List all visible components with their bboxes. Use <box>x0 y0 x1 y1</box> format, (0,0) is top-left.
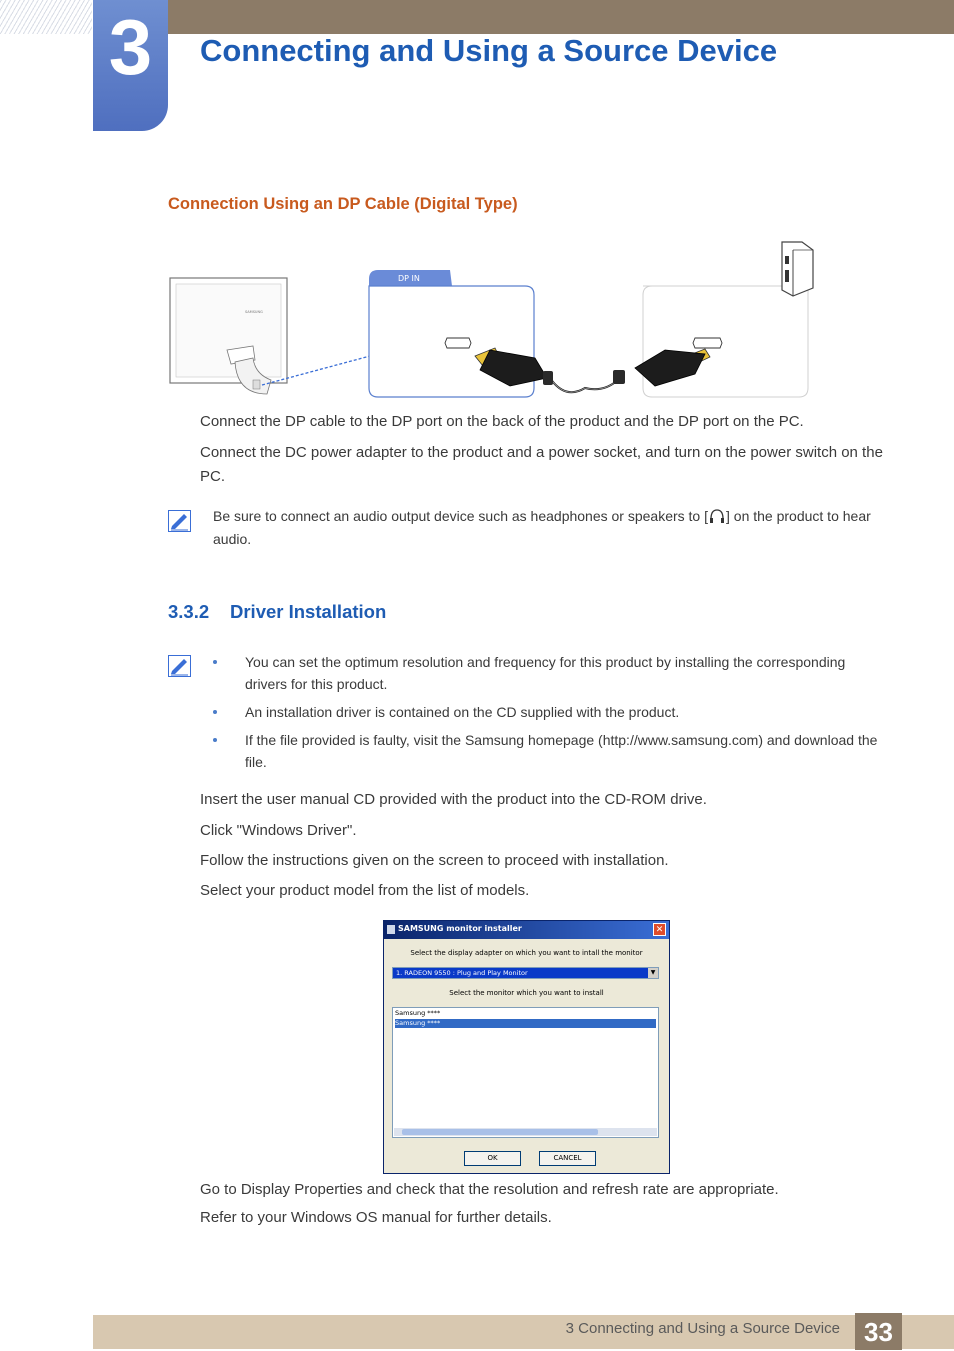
pc-tower-icon <box>782 242 813 296</box>
horizontal-scrollbar[interactable] <box>394 1128 657 1136</box>
driver-step-3: Follow the instructions given on the screen to proceed with installation. <box>200 852 669 869</box>
chapter-title: Connecting and Using a Source Device <box>200 33 778 68</box>
installer-dialog <box>383 920 670 1174</box>
dialog-title: SAMSUNG monitor installer <box>398 924 522 933</box>
chapter-number: 3 <box>108 3 153 91</box>
after-step-2: Refer to your Windows OS manual for further details. <box>200 1209 552 1226</box>
scrollbar-thumb[interactable] <box>402 1129 598 1135</box>
dp-port-icon <box>445 338 471 348</box>
dp-in-label: DP IN <box>398 274 420 283</box>
dialog-title-bar <box>384 921 669 939</box>
driver-step-4: Select your product model from the list of models. <box>200 882 530 899</box>
list-item[interactable]: Samsung **** <box>395 1009 441 1017</box>
bullet-dot <box>213 710 217 714</box>
audio-note <box>213 505 893 551</box>
list-item[interactable]: Samsung **** <box>395 1019 656 1028</box>
close-icon[interactable]: ✕ <box>653 923 666 936</box>
header-hatch <box>0 0 92 34</box>
monitor-brand: SAMSUNG <box>245 310 263 314</box>
bullet-text: You can set the optimum resolution and frequency for this product by installing the corresponding drivers for this product. <box>245 654 846 692</box>
bullet-text: If the file provided is faulty, visit the Samsung homepage (http://www.samsung.com) and download the file. <box>245 732 878 770</box>
chapter-badge <box>93 0 168 131</box>
chevron-down-icon[interactable]: ▼ <box>648 968 658 978</box>
section-title-text: Driver Installation <box>230 601 387 622</box>
audio-note-text-start: Be sure to connect an audio output device such as headphones or speakers to [ <box>213 508 708 524</box>
after-step-1: Go to Display Properties and check that the resolution and refresh rate are appropriate. <box>200 1181 779 1198</box>
bullet-dot <box>213 738 217 742</box>
ok-button[interactable]: OK <box>464 1151 521 1166</box>
cancel-button[interactable]: CANCEL <box>539 1151 596 1166</box>
header-bar <box>168 0 954 34</box>
headphone-icon <box>708 508 726 524</box>
dp-connection-diagram <box>165 238 825 403</box>
dp-cable <box>550 378 620 392</box>
section-number: 3.3.2 <box>168 601 210 622</box>
app-icon <box>387 925 395 934</box>
note-icon <box>168 655 191 677</box>
audio-note-text-end: ] on the product to hear audio. <box>213 508 871 547</box>
monitor-list[interactable] <box>392 1007 659 1138</box>
driver-step-2: Click "Windows Driver". <box>200 822 357 839</box>
dp-step-2: Connect the DC power adapter to the product and a power socket, and turn on the power switch on the PC. <box>200 444 883 485</box>
monitor-prompt: Select the monitor which you want to install <box>449 989 604 997</box>
adapter-select[interactable] <box>392 967 659 979</box>
section-title-dp: Connection Using an DP Cable (Digital Type) <box>168 195 518 213</box>
footer-text: 3 Connecting and Using a Source Device <box>565 1320 840 1337</box>
page-number: 33 <box>855 1313 902 1350</box>
note-icon <box>168 510 191 532</box>
monitor-illustration <box>170 278 287 394</box>
section-title-driver <box>168 601 386 623</box>
adapter-prompt: Select the display adapter on which you want to intall the monitor <box>410 949 643 957</box>
adapter-select-value: 1. RADEON 9550 : Plug and Play Monitor <box>396 969 528 977</box>
bullet-text: An installation driver is contained on the CD supplied with the product. <box>245 704 680 720</box>
bullet-dot <box>213 660 217 664</box>
pc-dp-port-icon <box>693 338 722 348</box>
driver-step-1: Insert the user manual CD provided with the product into the CD-ROM drive. <box>200 791 707 808</box>
dp-step-1: Connect the DP cable to the DP port on the back of the product and the DP port on the PC. <box>200 413 804 430</box>
